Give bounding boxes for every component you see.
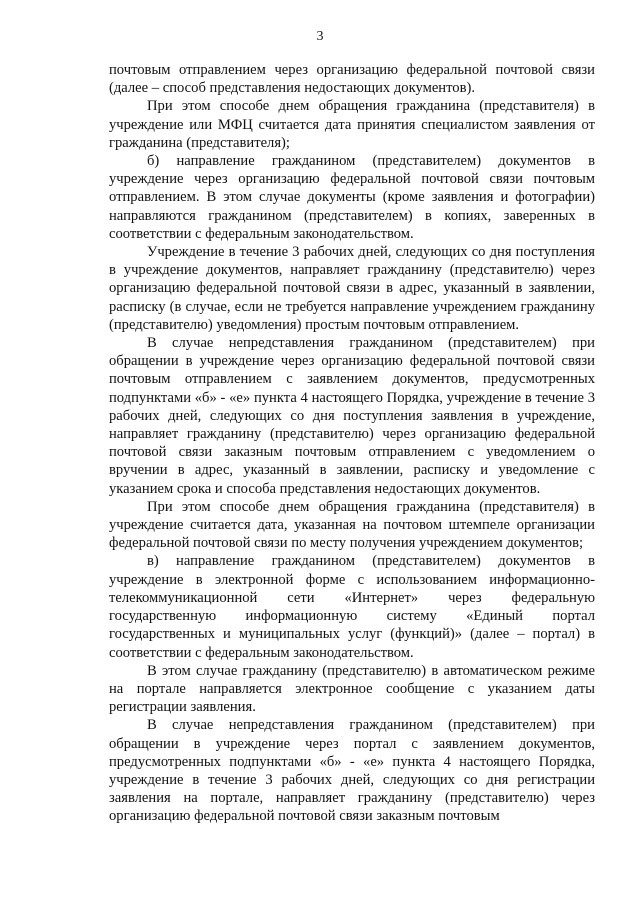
paragraph: При этом способе днем обращения гражданина (представителя) в учреждение считается дата, указанная на почтовом штемпеле организации федеральной почтовой связи по месту получения учреждением документов; xyxy=(109,498,595,552)
paragraph-item-v: в) направление гражданином (представителем) документов в учреждение в электронной форме с использованием информационно-телекоммуникационной сети «Интернет» через федеральную государственную информационную систему «Единый портал государственных и муниципальных услуг (функций)» (далее – портал) в соответствии с федеральным законодательством. xyxy=(109,553,595,661)
page-number: 3 xyxy=(316,29,324,44)
paragraph-item-b: б) направление гражданином (представителем) документов в учреждение через организацию федеральной почтовой связи почтовым отправлением. В этом случае документы (кроме заявления и фотографии) направляются гражданином (представителем) в копиях, заверенных в соответствии с федеральным законодательством. xyxy=(109,153,595,242)
paragraph: В этом случае гражданину (представителю) в автоматическом режиме на портале направляется электронное сообщение с указанием даты регистрации заявления. xyxy=(109,662,595,716)
paragraph: В случае непредставления гражданином (представителем) при обращении в учреждение через организацию федеральной почтовой связи почтовым отправлением с заявлением документов, предусмотренных подпунктами «б» - «е» пункта 4 настоящего Порядка, учреждение в течение 3 рабочих дней, следующих со дня поступления заявления в учреждение, направляет гражданину (представителю) через организацию федеральной почтовой связи заказным почтовым отправлением с уведомлением о вручении в адрес, указанный в заявлении, расписку и уведомление с указанием срока и способа представления недостающих документов. xyxy=(109,335,595,497)
document-body xyxy=(109,61,595,826)
paragraph: При этом способе днем обращения гражданина (представителя) в учреждение или МФЦ считается дата принятия специалистом заявления от гражданина (представителя); xyxy=(109,98,595,151)
paragraph: В случае непредставления гражданином (представителем) при обращении в учреждение через портал с заявлением документов, предусмотренных подпунктами «б» - «е» пункта 4 настоящего Порядка, учреждение в течение 3 рабочих дней, следующих со дня регистрации заявления на портале, направляет гражданину (представителю) через организацию федеральной почтовой связи заказным почтовым xyxy=(109,717,595,825)
paragraph-continuation: почтовым отправлением через организацию федеральной почтовой связи (далее – способ представления недостающих документов). xyxy=(109,62,595,97)
paragraph: Учреждение в течение 3 рабочих дней, следующих со дня поступления в учреждение документов, направляет гражданину (представителю) через организацию федеральной почтовой связи в адрес, указанный в заявлении, расписку (в случае, если не требуется направление учреждением гражданину (представителю) уведомления) простым почтовым отправлением. xyxy=(109,244,595,333)
